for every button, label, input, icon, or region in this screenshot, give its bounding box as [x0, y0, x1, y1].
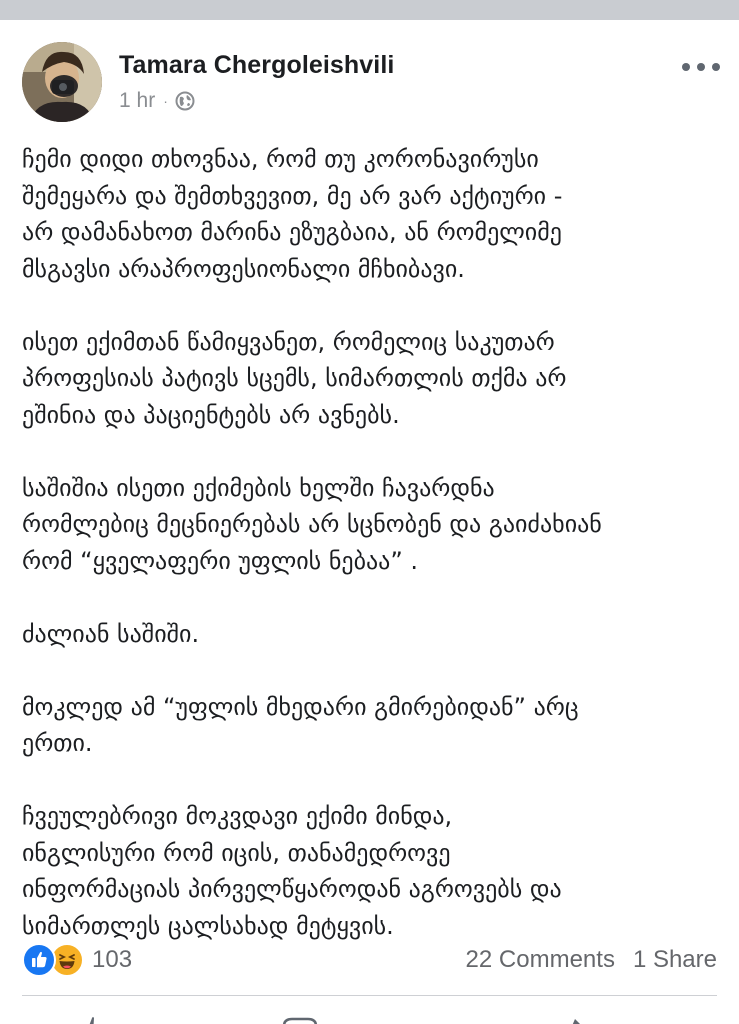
- post-paragraph: [22, 616, 722, 653]
- engagement-counts: [466, 940, 717, 980]
- text-line: საშიშია ისეთი ექიმების ხელში ჩავარდნა: [22, 473, 495, 502]
- post-paragraph: [22, 798, 722, 944]
- text-line: არ დამანახოთ მარინა ეზუგბაია, ან რომელიმე: [22, 218, 562, 246]
- comment-icon[interactable]: [282, 1013, 318, 1024]
- text-line: ინგლისური რომ იცის, თანამედროვე: [22, 838, 451, 867]
- post-paragraph: [22, 324, 722, 434]
- more-dot: [712, 63, 720, 71]
- text-line: სიმართლეს ცალსახად მეტყვის.: [22, 911, 394, 940]
- post-text: [22, 141, 722, 944]
- text-line: რომლებიც მეცნიერებას არ სცნობენ და გაიძახიან: [22, 510, 602, 538]
- reactions-summary[interactable]: [22, 940, 132, 980]
- author-name[interactable]: Tamara Chergoleishvili: [119, 51, 395, 79]
- text-line: ინფორმაციას პირველწყაროდან აგროვებს და: [22, 875, 562, 903]
- post-time[interactable]: 1 hr: [119, 89, 156, 112]
- share-icon[interactable]: [560, 1013, 584, 1024]
- text-line: მოკლედ ამ “უფლის მხედარი გმირებიდან” არც: [22, 692, 579, 721]
- text-line: შემეყარა და შემთხვევით, მე არ ვარ აქტიური -: [22, 181, 563, 210]
- text-line: ძალიან საშიში.: [22, 619, 200, 648]
- reaction-count: 103: [92, 946, 133, 973]
- post-paragraph: [22, 689, 722, 762]
- text-line: ერთი.: [22, 729, 93, 757]
- more-dot: [697, 63, 705, 71]
- post-stats: [22, 940, 717, 980]
- actions-divider: [22, 995, 717, 996]
- meta-separator: ·: [163, 93, 168, 109]
- globe-icon[interactable]: [175, 91, 195, 111]
- post-paragraph: [22, 141, 722, 287]
- text-line: ჩემი დიდი თხოვნაა, რომ თუ კორონავირუსი: [22, 145, 539, 173]
- post-meta: [119, 88, 195, 114]
- avatar[interactable]: [22, 42, 102, 122]
- like-icon[interactable]: [80, 1013, 104, 1024]
- text-line: ისეთ ექიმთან წამიყვანეთ, რომელიც საკუთარ: [22, 327, 555, 356]
- more-dot: [682, 63, 690, 71]
- text-line: ჩვეულებრივი მოკვდავი ექიმი მინდა,: [22, 802, 453, 830]
- text-line: ეშინია და პაციენტებს არ ავნებს.: [22, 400, 400, 429]
- more-options-icon[interactable]: [682, 60, 720, 74]
- text-line: პროფესიას პატივს სცემს, სიმართლის თქმა არ: [22, 364, 567, 392]
- previous-post-edge: [0, 0, 739, 20]
- post-header: [22, 42, 722, 124]
- post-paragraph: [22, 470, 722, 580]
- text-line: მსგავსი არაპროფესიონალი მჩხიბავი.: [22, 254, 465, 283]
- shares-count-link[interactable]: 1 Share: [632, 946, 717, 973]
- comments-count-link[interactable]: 22 Comments: [465, 946, 615, 973]
- text-line: რომ “ყველაფერი უფლის ნებაა” .: [22, 546, 419, 575]
- like-icon: [22, 943, 56, 977]
